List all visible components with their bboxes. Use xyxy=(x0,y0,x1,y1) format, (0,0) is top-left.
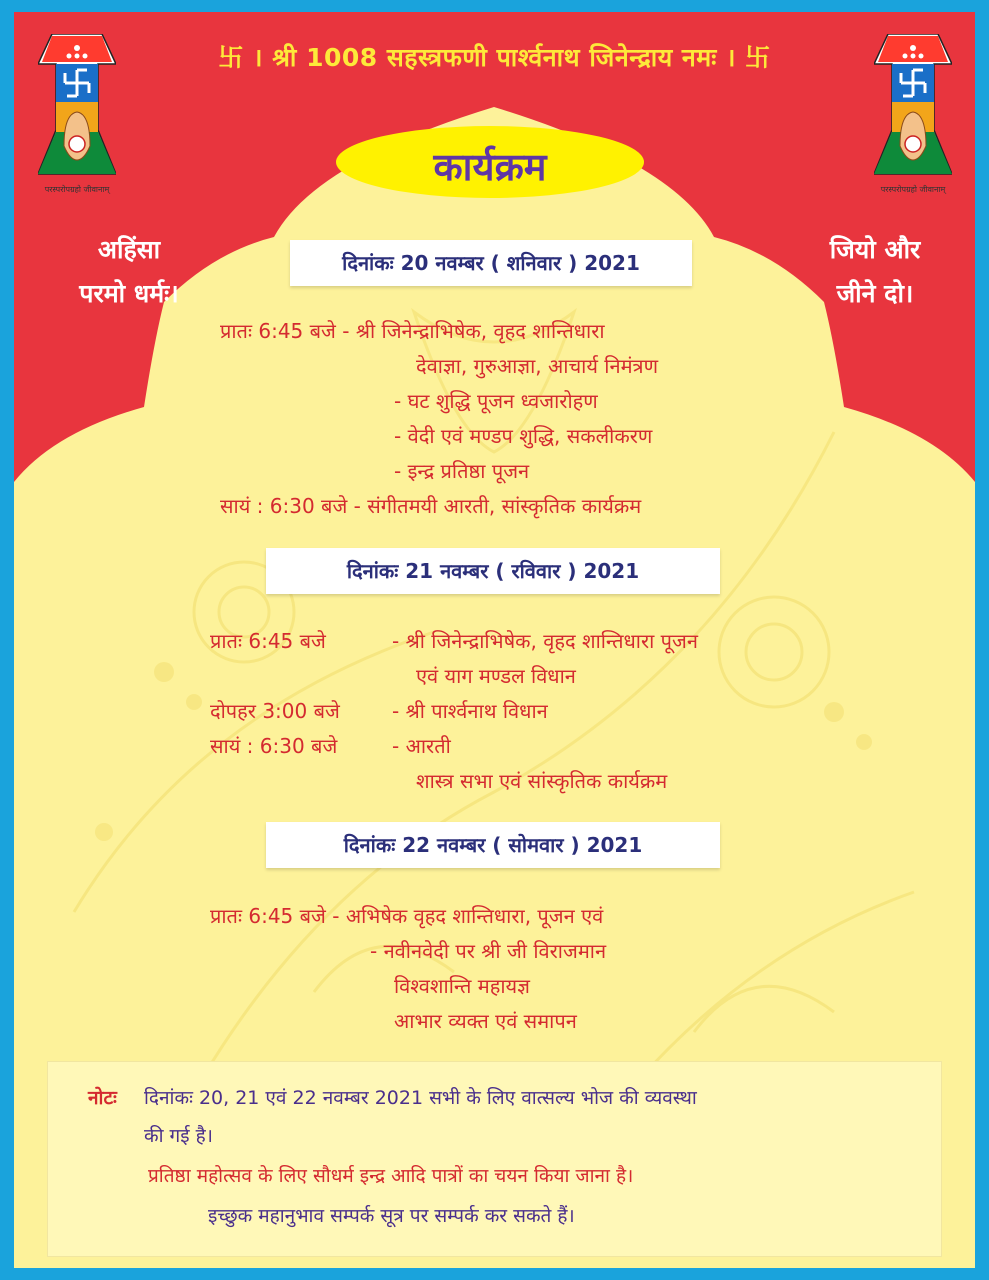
note-label: नोटः xyxy=(88,1087,117,1109)
note-line-1: दिनांकः 20, 21 एवं 22 नवम्बर 2021 सभी के लिए वात्सल्य भोज की व्यवस्था xyxy=(144,1087,697,1109)
date-heading-day1: दिनांकः 20 नवम्बर ( शनिवार ) 2021 xyxy=(290,240,692,286)
day2-line-2: एवं याग मण्डल विधान xyxy=(416,664,576,688)
motto-left-line2: परमो धर्मः। xyxy=(79,279,179,308)
invocation-line: 卐 । श्री 1008 सहस्त्रफणी पार्श्वनाथ जिनेन्द्राय नमः । 卐 xyxy=(218,43,771,72)
day1-line-6: सायं : 6:30 बजे - संगीतमयी आरती, सांस्कृतिक कार्यक्रम xyxy=(220,494,642,518)
jain-symbol-icon xyxy=(874,34,952,180)
note-line-4: इच्छुक महानुभाव सम्पर्क सूत्र पर सम्पर्क कर सकते हैं। xyxy=(208,1205,575,1227)
program-title: कार्यक्रम xyxy=(433,145,547,189)
date-heading-day3: दिनांकः 22 नवम्बर ( सोमवार ) 2021 xyxy=(266,822,720,868)
motto-right xyxy=(790,228,960,316)
motto-left-line1: अहिंसा xyxy=(97,235,161,264)
day3-line-2: - नवीनवेदी पर श्री जी विराजमान xyxy=(370,939,607,963)
day1-line-4: - वेदी एवं मण्डप शुद्धि, सकलीकरण xyxy=(394,424,653,448)
day2-line-3: - श्री पार्श्वनाथ विधान xyxy=(392,699,548,723)
date-heading-day2: दिनांकः 21 नवम्बर ( रविवार ) 2021 xyxy=(266,548,720,594)
note-line-3: प्रतिष्ठा महोत्सव के लिए सौधर्म इन्द्र आदि पात्रों का चयन किया जाना है। xyxy=(148,1165,634,1187)
day1-line-5: - इन्द्र प्रतिष्ठा पूजन xyxy=(394,459,530,483)
jain-symbol-icon xyxy=(38,34,116,180)
day1-line-1: प्रातः 6:45 बजे - श्री जिनेन्द्राभिषेक, वृहद शान्तिधारा xyxy=(220,319,605,343)
day3-line-3: विश्वशान्ति महायज्ञ xyxy=(394,974,530,998)
motto-right-line2: जीने दो। xyxy=(836,279,914,308)
jain-emblem-left xyxy=(38,34,122,195)
day2-line-5: शास्त्र सभा एवं सांस्कृतिक कार्यक्रम xyxy=(416,769,668,793)
day2-time-1: प्रातः 6:45 बजे xyxy=(210,629,326,653)
emblem-caption-left: परस्परोपग्रहो जीवानाम् xyxy=(44,185,110,194)
day1-line-2: देवाज्ञा, गुरुआज्ञा, आचार्य निमंत्रण xyxy=(416,354,659,378)
note-line-2: की गई है। xyxy=(144,1125,213,1147)
emblem-caption-right: परस्परोपग्रहो जीवानाम् xyxy=(880,185,946,194)
motto-right-line1: जियो और xyxy=(829,235,921,264)
day2-line-4: - आरती xyxy=(392,734,451,758)
jain-emblem-right xyxy=(874,34,958,195)
day2-time-2: दोपहर 3:00 बजे xyxy=(210,699,340,723)
day3-line-1: प्रातः 6:45 बजे - अभिषेक वृहद शान्तिधारा, पूजन एवं xyxy=(210,904,604,928)
motto-left xyxy=(34,228,224,316)
day2-line-1: - श्री जिनेन्द्राभिषेक, वृहद शान्तिधारा पूजन xyxy=(392,629,698,653)
day2-time-3: सायं : 6:30 बजे xyxy=(210,734,338,758)
day3-line-4: आभार व्यक्त एवं समापन xyxy=(394,1009,577,1033)
invitation-card xyxy=(14,12,975,1268)
note-box xyxy=(48,1062,941,1256)
day1-line-3: - घट शुद्धि पूजन ध्वजारोहण xyxy=(394,389,598,413)
